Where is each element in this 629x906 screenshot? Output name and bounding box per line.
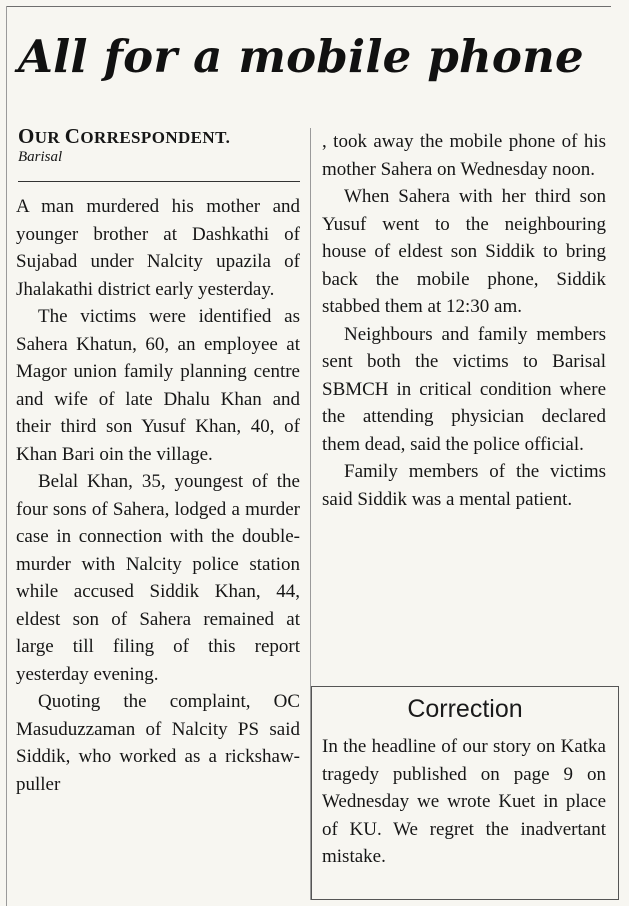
article-paragraph: Belal Khan, 35, youngest of the four sons of Sahera, lodged a murder case in connection with the double-murder with Nalcity police station while accused Siddik Khan, 44, eldest son of Sahera remained at large till filing of this report yesterday evening. xyxy=(16,471,300,685)
byline-initial: O xyxy=(18,124,35,148)
byline-initial-2: C xyxy=(64,124,81,148)
correction-box xyxy=(311,686,619,900)
article-paragraph: Family members of the victims said Siddik was a mental patient. xyxy=(322,461,606,510)
article-paragraph: Neighbours and family members sent both the victims to Barisal SBMCH in critical condition where the attending physician declared them dead, said the police official. xyxy=(322,323,606,455)
byline-place: Barisal xyxy=(18,149,63,165)
byline-name-rest-2: ORRESPONDENT. xyxy=(80,128,231,147)
correction-title: Correction xyxy=(407,695,523,723)
article-headline: All for a mobile phone xyxy=(18,30,584,83)
top-rule xyxy=(6,6,611,7)
byline xyxy=(18,124,296,166)
article-paragraph: A man murdered his mother and younger brother at Dashkathi of Sujabad under Nalcity upazila of Jhalakathi district early yesterday. xyxy=(16,196,300,300)
byline-rule xyxy=(18,181,300,182)
byline-name-rest: UR xyxy=(34,128,65,147)
byline-name xyxy=(18,124,296,149)
article-column-1 xyxy=(16,193,300,798)
article-paragraph: When Sahera with her third son Yusuf went to the neighbouring house of eldest son Siddik to bring back the mobile phone, Siddik stabbed them at 12:30 am. xyxy=(322,186,606,317)
article-paragraph: Quoting the complaint, OC Masuduzzaman of Nalcity PS said Siddik, who worked as a rickshaw-puller xyxy=(16,691,300,795)
article-paragraph: The victims were identified as Sahera Khatun, 60, an employee at Magor union family planning centre and wife of late Dhalu Khan and their third son Yusuf Khan, 40, of Khan Bari oin the village. xyxy=(16,306,300,465)
article-column-2 xyxy=(322,128,606,513)
left-rule xyxy=(6,6,7,906)
article-paragraph: , took away the mobile phone of his mother Sahera on Wednesday noon. xyxy=(322,131,606,180)
correction-body: In the headline of our story on Katka tragedy published on page 9 on Wednesday we wrote Kuet in place of KU. We regret the inadvertant mistake. xyxy=(322,736,606,867)
